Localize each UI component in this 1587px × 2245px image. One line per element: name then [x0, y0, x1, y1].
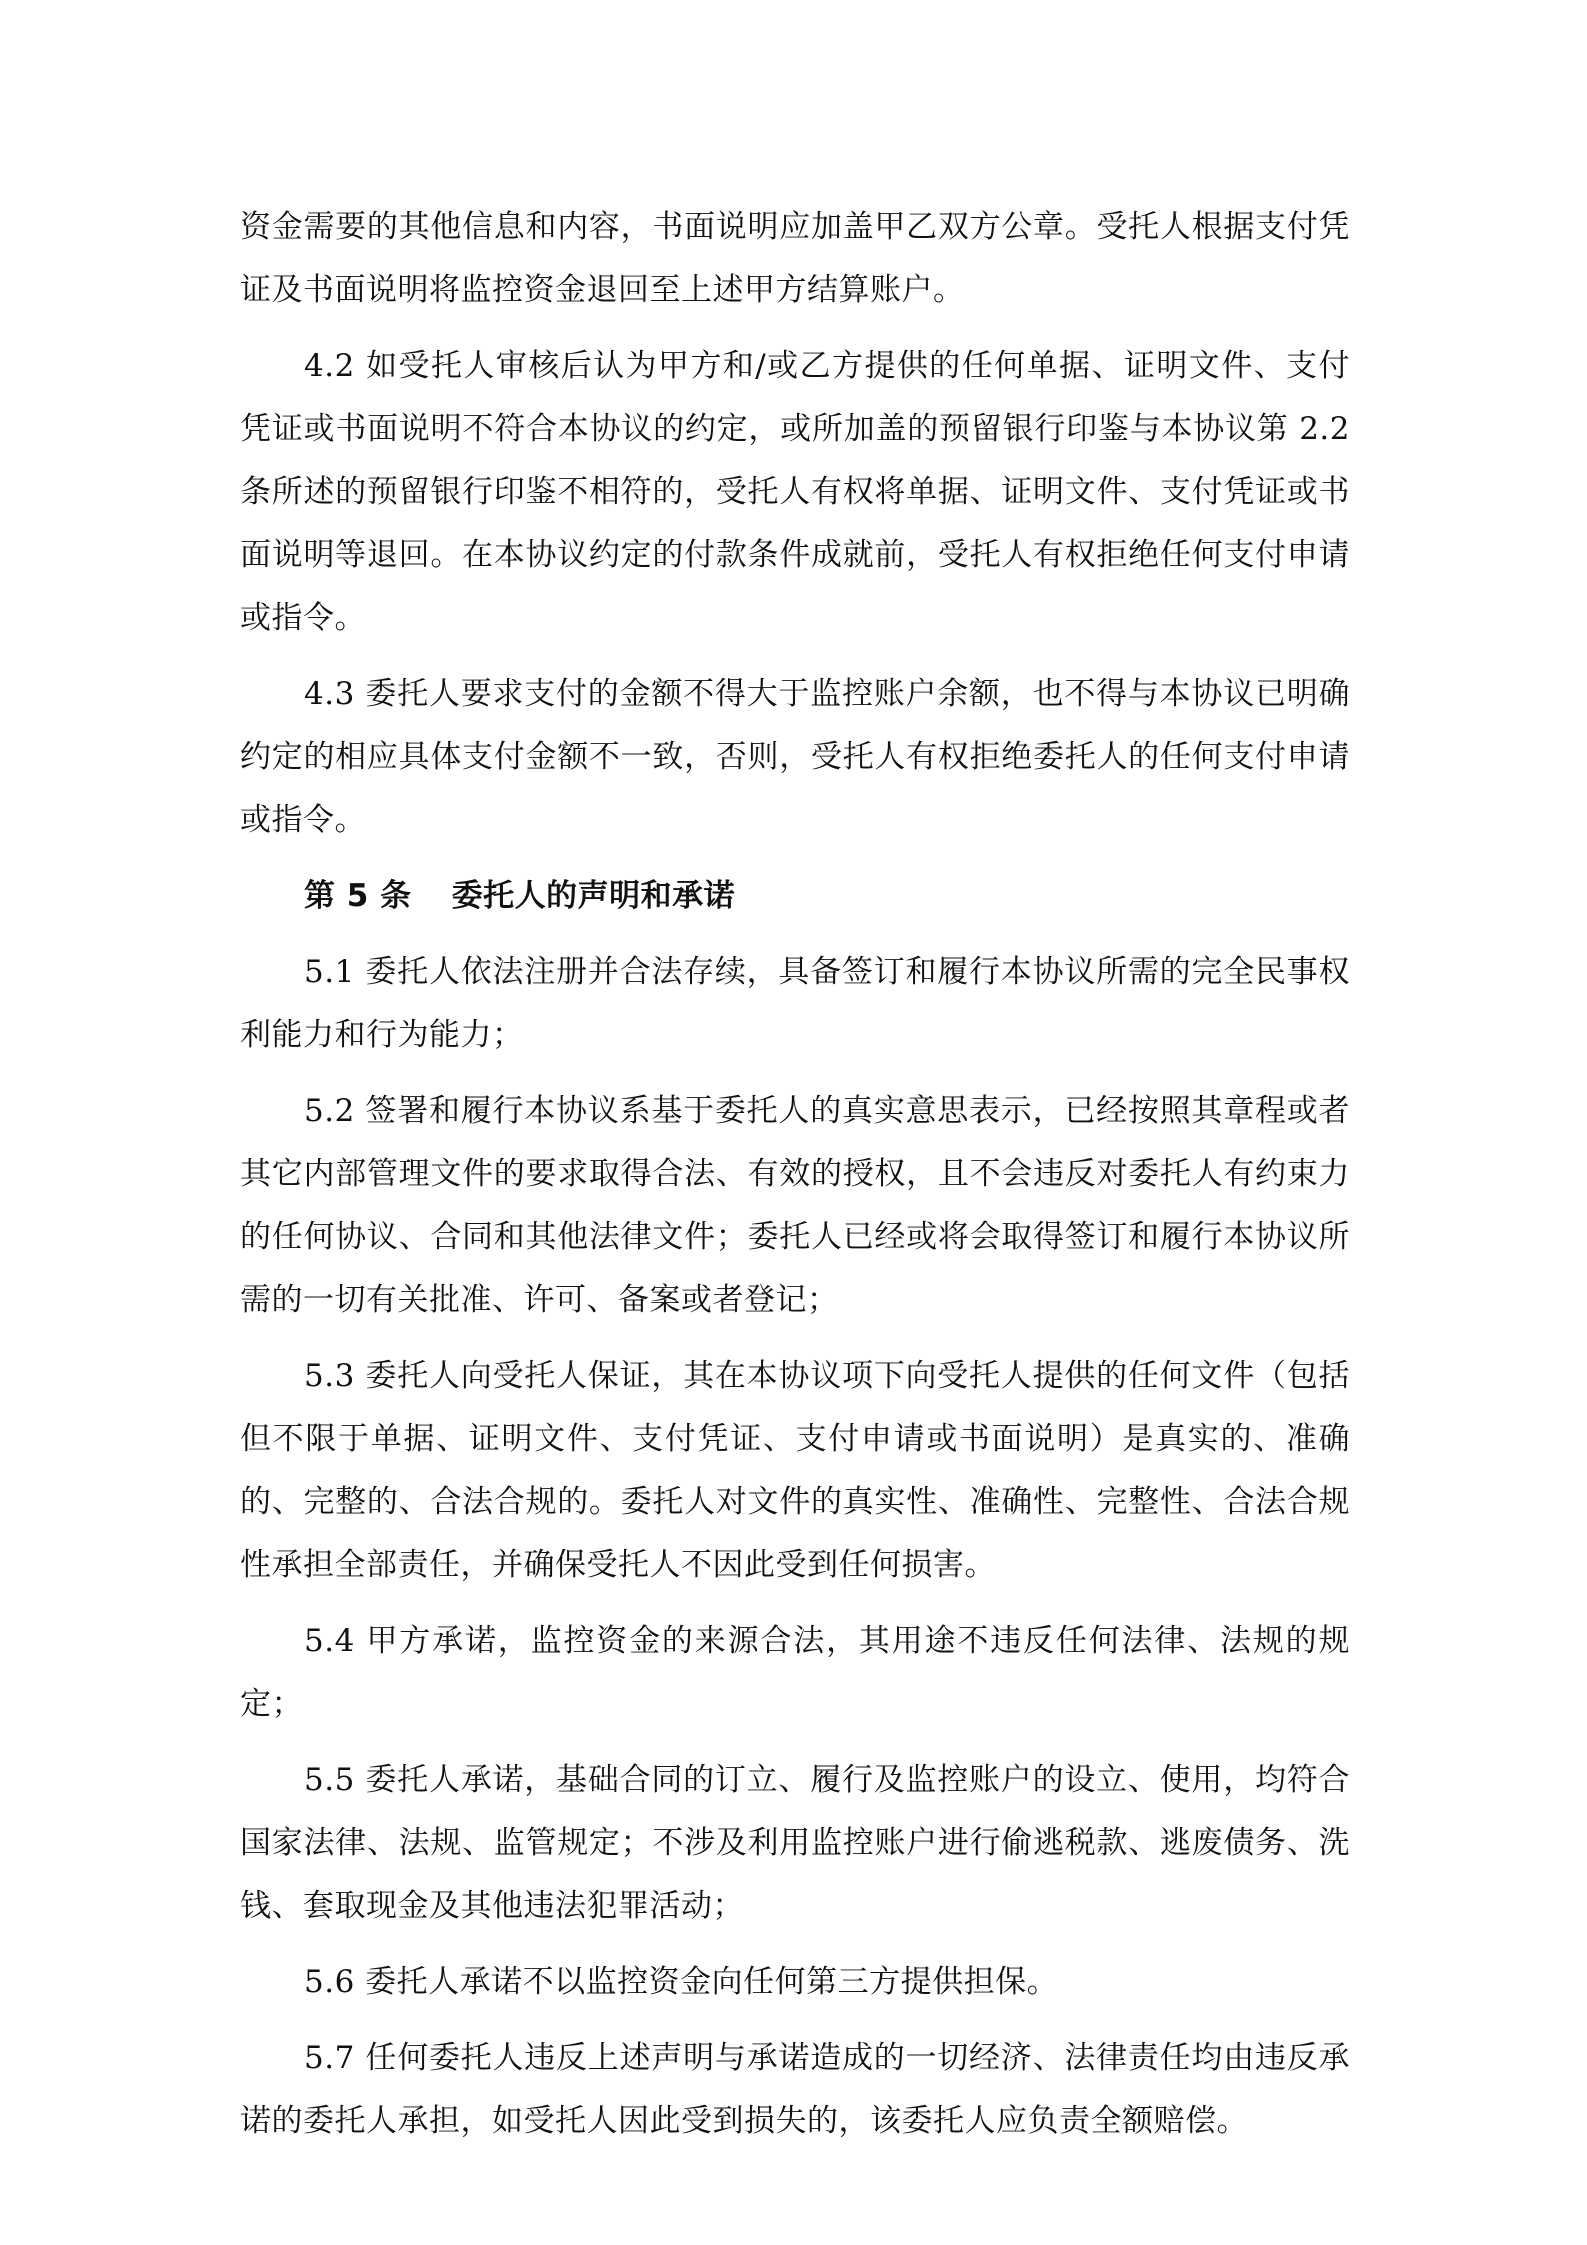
- document-body: [240, 196, 1350, 2166]
- section-5-heading: [240, 865, 1350, 928]
- clause-5-2: 5.2 签署和履行本协议系基于委托人的真实意思表示，已经按照其章程或者其它内部管理文件的要求取得合法、有效的授权，且不会违反对委托人有约束力的任何协议、合同和其他法律文件；委托人已经或将会取得签订和履行本协议所需的一切有关批准、许可、备案或者登记；: [240, 1093, 1350, 1318]
- section-5-title: 委托人的声明和承诺: [451, 878, 736, 914]
- clause-5-6: 5.6 委托人承诺不以监控资金向任何第三方提供担保。: [304, 1964, 1059, 2000]
- clause-4-2: 4.2 如受托人审核后认为甲方和/或乙方提供的任何单据、证明文件、支付凭证或书面说明不符合本协议的约定，或所加盖的预留银行印鉴与本协议第 2.2 条所述的预留银行印鉴不相符的，受托人有权将单据、证明文件、支付凭证或书面说明等退回。在本协议约定的付款条件成就前，受托人有权拒绝任何支付申请或指令。: [240, 348, 1350, 636]
- clause-5-3: 5.3 委托人向受托人保证，其在本协议项下向受托人提供的任何文件（包括但不限于单据、证明文件、支付凭证、支付申请或书面说明）是真实的、准确的、完整的、合法合规的。委托人对文件的真实性、准确性、完整性、合法合规性承担全部责任，并确保受托人不因此受到任何损害。: [240, 1358, 1350, 1583]
- clause-5-4: 5.4 甲方承诺，监控资金的来源合法，其用途不违反任何法律、法规的规定；: [240, 1623, 1350, 1722]
- clause-4-3: 4.3 委托人要求支付的金额不得大于监控账户余额，也不得与本协议已明确约定的相应具体支付金额不一致，否则，受托人有权拒绝委托人的任何支付申请或指令。: [240, 676, 1350, 838]
- section-5-number: 第 5 条: [304, 878, 412, 914]
- clause-5-1: 5.1 委托人依法注册并合法存续，具备签订和履行本协议所需的完全民事权利能力和行为能力；: [240, 954, 1350, 1053]
- clause-5-5: 5.5 委托人承诺，基础合同的订立、履行及监控账户的设立、使用，均符合国家法律、法规、监管规定；不涉及利用监控账户进行偷逃税款、逃废债务、洗钱、套取现金及其他违法犯罪活动；: [240, 1762, 1350, 1924]
- paragraph-continuation: 资金需要的其他信息和内容，书面说明应加盖甲乙双方公章。受托人根据支付凭证及书面说明将监控资金退回至上述甲方结算账户。: [240, 209, 1350, 308]
- clause-5-7: 5.7 任何委托人违反上述声明与承诺造成的一切经济、法律责任均由违反承诺的委托人承担，如受托人因此受到损失的，该委托人应负责全额赔偿。: [240, 2040, 1350, 2139]
